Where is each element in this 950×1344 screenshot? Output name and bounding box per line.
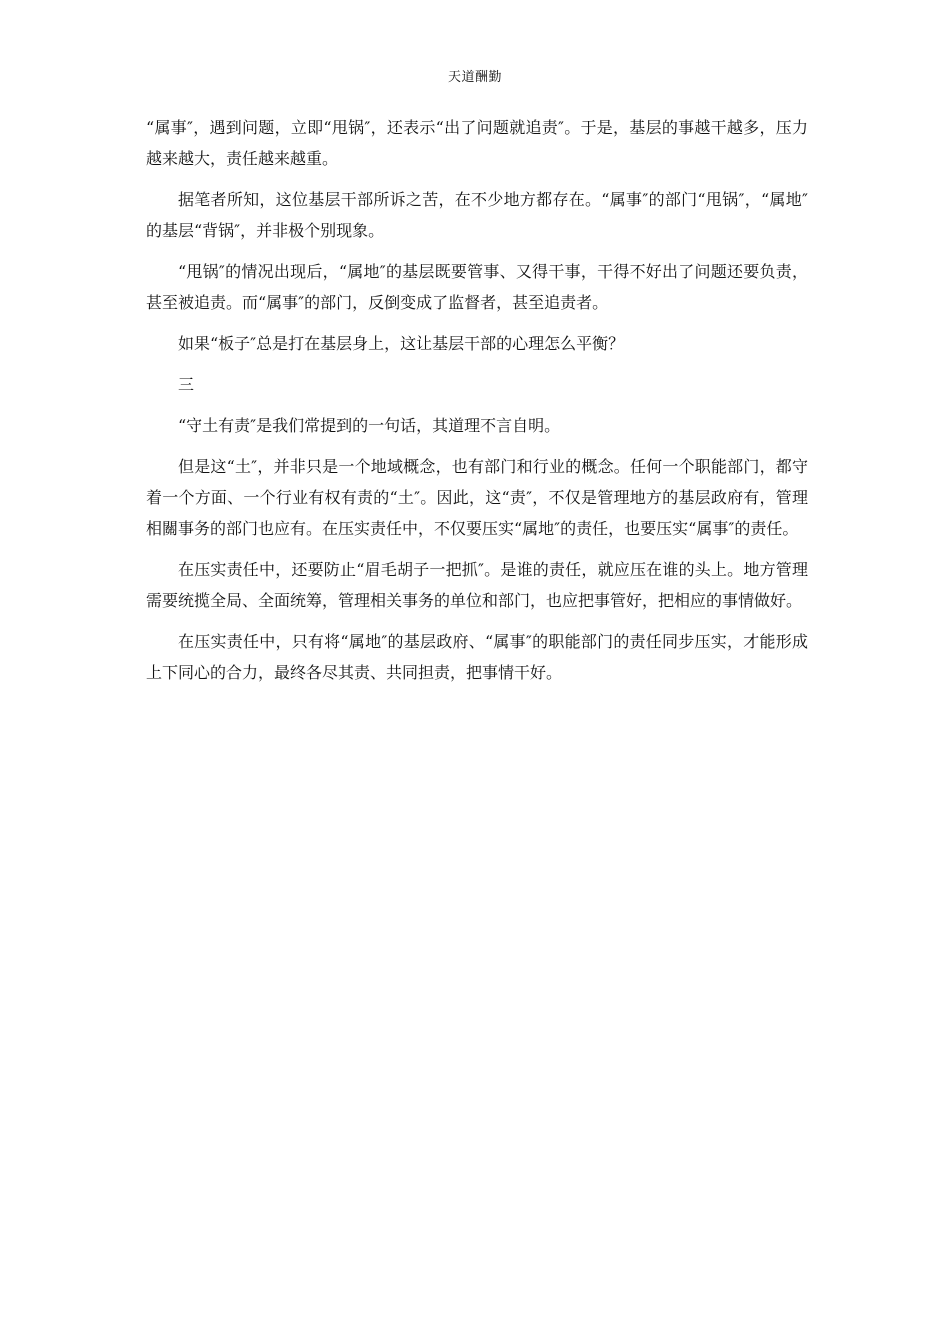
paragraph-4: 如果“板子″总是打在基层身上，这让基层干部的心理怎么平衡？: [178, 334, 625, 353]
section-heading-three: 三: [178, 375, 195, 394]
paragraph-6: 但是这“土″，并非只是一个地域概念，也有部门和行业的概念。任何一个职能部门，都守着一个方面、一个行业有权有责的“土″。因此，这“责″，不仅是管理地方的基层政府有，管理相關事务的部门也应有。在压实责任中，不仅要压实“属地″的责任，也要压实“属事″的责任。: [146, 457, 808, 538]
paragraph-8: 在压实责任中，只有将“属地″的基层政府、“属事″的职能部门的责任同步压实，才能形成上下同心的合力，最终各尽其责、共同担责，把事情干好。: [146, 632, 808, 682]
paragraph-2: 据笔者所知，这位基层干部所诉之苦，在不少地方都存在。“属事″的部门“甩锅″，“属地″的基层“背锅″，并非极个别现象。: [146, 190, 808, 240]
paragraph-5: “守土有责″是我们常提到的一句话，其道理不言自明。: [178, 416, 561, 435]
paragraph-3: “甩锅″的情况出现后，“属地″的基层既要管事、又得干事，干得不好出了问题还要负责，甚至被追责。而“属事″的部门，反倒变成了监督者，甚至追责者。: [146, 262, 808, 312]
paragraph-1: “属事″，遇到问题，立即“甩锅″，还表示“出了问题就追责″。于是，基层的事越干越多，压力越来越大，责任越来越重。: [146, 118, 808, 168]
page-header: 天道酬勤: [447, 70, 502, 85]
article-body: [146, 112, 808, 698]
paragraph-7: 在压实责任中，还要防止“眉毛胡子一把抓″。是谁的责任，就应压在谁的头上。地方管理需要统揽全局、全面统筹，管理相关事务的单位和部门，也应把事管好，把相应的事情做好。: [146, 560, 808, 610]
